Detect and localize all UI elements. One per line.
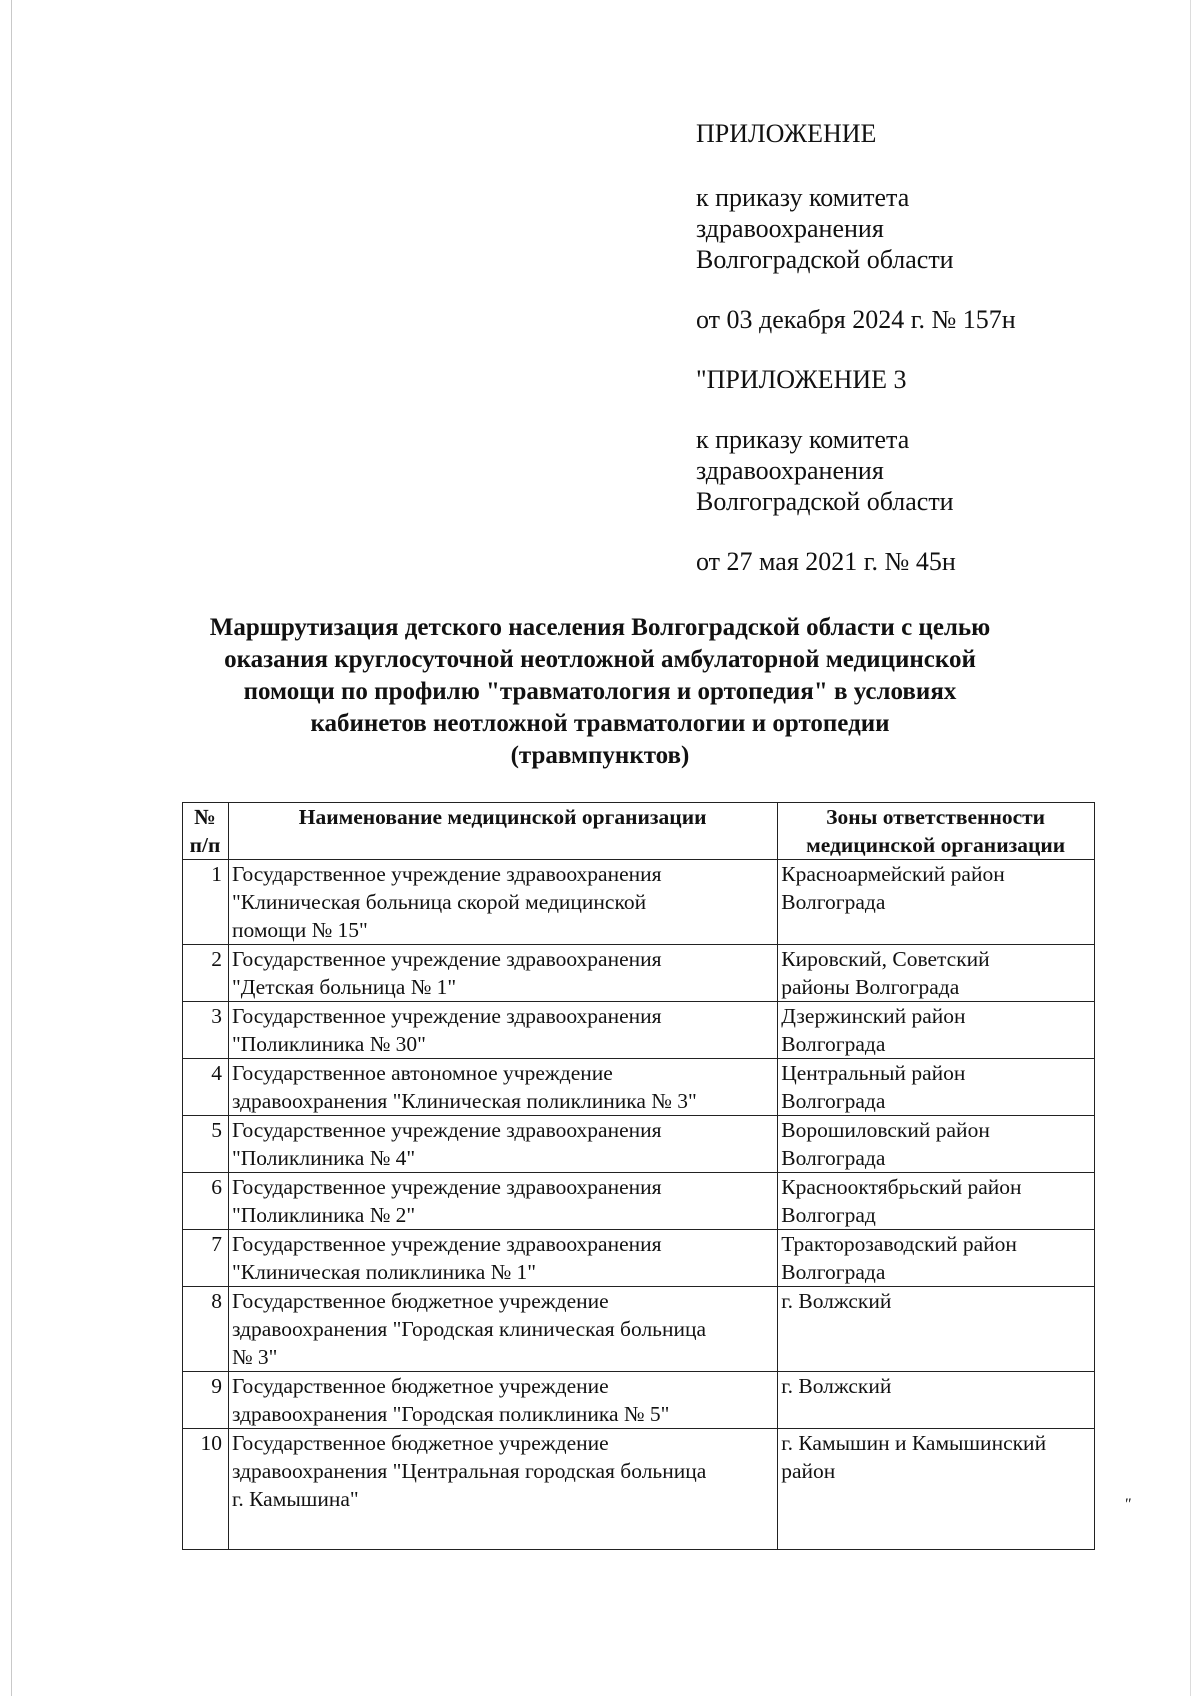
row-zone: г. Камышин и Камышинский район bbox=[778, 1429, 1095, 1550]
row-number: 3 bbox=[183, 1002, 229, 1059]
row-organization: Государственное учреждение здравоохранения "Поликлиника № 2" bbox=[228, 1173, 777, 1230]
header-organization: Наименование медицинской организации bbox=[228, 803, 777, 860]
attachment-order-line: Волгоградской области bbox=[696, 245, 954, 274]
closing-quote: " bbox=[1124, 1496, 1131, 1513]
table-row bbox=[183, 1230, 1095, 1287]
table-row bbox=[183, 1173, 1095, 1230]
table-row bbox=[183, 1372, 1095, 1429]
row-number: 2 bbox=[183, 945, 229, 1002]
row-organization: Государственное автономное учреждение здравоохранения "Клиническая поликлиника № 3" bbox=[228, 1059, 777, 1116]
scan-edge-left bbox=[11, 0, 12, 1696]
appendix-order-line: Волгоградской области bbox=[696, 487, 954, 516]
table-row bbox=[183, 1059, 1095, 1116]
header-zones: Зоны ответственности медицинской организации bbox=[778, 803, 1095, 860]
row-organization: Государственное учреждение здравоохранения "Клиническая больница скорой медицинской помощи № 15" bbox=[228, 860, 777, 945]
attachment-block bbox=[696, 118, 1016, 577]
table-row bbox=[183, 1429, 1095, 1550]
row-organization: Государственное учреждение здравоохранения "Детская больница № 1" bbox=[228, 945, 777, 1002]
appendix-title: "ПРИЛОЖЕНИЕ 3 bbox=[696, 365, 907, 394]
table-row bbox=[183, 1116, 1095, 1173]
attachment-order-line: к приказу комитета bbox=[696, 183, 910, 212]
row-zone: г. Волжский bbox=[778, 1372, 1095, 1429]
title-line: помощи по профилю "травматология и ортопедия" в условиях bbox=[243, 678, 957, 705]
row-number: 5 bbox=[183, 1116, 229, 1173]
table-row bbox=[183, 945, 1095, 1002]
row-organization: Государственное учреждение здравоохранения "Клиническая поликлиника № 1" bbox=[228, 1230, 777, 1287]
row-number: 10 bbox=[183, 1429, 229, 1550]
routing-table bbox=[182, 802, 1095, 1550]
document-title bbox=[150, 612, 1050, 772]
scan-edge-right bbox=[1190, 0, 1191, 1696]
row-zone: Красноармейский район Волгограда bbox=[778, 860, 1095, 945]
row-number: 4 bbox=[183, 1059, 229, 1116]
table-header-row bbox=[183, 803, 1095, 860]
row-number: 8 bbox=[183, 1287, 229, 1372]
appendix-order-line: к приказу комитета bbox=[696, 425, 910, 454]
row-zone: г. Волжский bbox=[778, 1287, 1095, 1372]
table-row bbox=[183, 1287, 1095, 1372]
attachment-order-date: от 03 декабря 2024 г. № 157н bbox=[696, 305, 1016, 334]
appendix-order-line: здравоохранения bbox=[696, 456, 884, 485]
row-zone: Ворошиловский район Волгограда bbox=[778, 1116, 1095, 1173]
row-number: 9 bbox=[183, 1372, 229, 1429]
header-number: № п/п bbox=[183, 803, 229, 860]
title-line: (травмпунктов) bbox=[510, 742, 690, 769]
title-line: Маршрутизация детского населения Волгоградской области с целью bbox=[209, 614, 991, 641]
row-organization: Государственное учреждение здравоохранения "Поликлиника № 30" bbox=[228, 1002, 777, 1059]
appendix-order-date: от 27 мая 2021 г. № 45н bbox=[696, 547, 956, 576]
row-organization: Государственное учреждение здравоохранения "Поликлиника № 4" bbox=[228, 1116, 777, 1173]
row-zone: Кировский, Советский районы Волгограда bbox=[778, 945, 1095, 1002]
attachment-order-line: здравоохранения bbox=[696, 214, 884, 243]
title-line: кабинетов неотложной травматологии и ортопедии bbox=[310, 710, 890, 737]
table-row bbox=[183, 1002, 1095, 1059]
row-number: 7 bbox=[183, 1230, 229, 1287]
row-number: 1 bbox=[183, 860, 229, 945]
attachment-title: ПРИЛОЖЕНИЕ bbox=[696, 119, 877, 148]
row-zone: Тракторозаводский район Волгограда bbox=[778, 1230, 1095, 1287]
row-organization: Государственное бюджетное учреждение здравоохранения "Центральная городская больница г. Камышина" bbox=[228, 1429, 777, 1550]
table-row bbox=[183, 860, 1095, 945]
row-zone: Дзержинский район Волгограда bbox=[778, 1002, 1095, 1059]
title-line: оказания круглосуточной неотложной амбулаторной медицинской bbox=[224, 646, 976, 673]
row-organization: Государственное бюджетное учреждение здравоохранения "Городская клиническая больница № 3" bbox=[228, 1287, 777, 1372]
row-number: 6 bbox=[183, 1173, 229, 1230]
row-zone: Центральный район Волгограда bbox=[778, 1059, 1095, 1116]
row-organization: Государственное бюджетное учреждение здравоохранения "Городская поликлиника № 5" bbox=[228, 1372, 777, 1429]
row-zone: Краснооктябрьский район Волгоград bbox=[778, 1173, 1095, 1230]
